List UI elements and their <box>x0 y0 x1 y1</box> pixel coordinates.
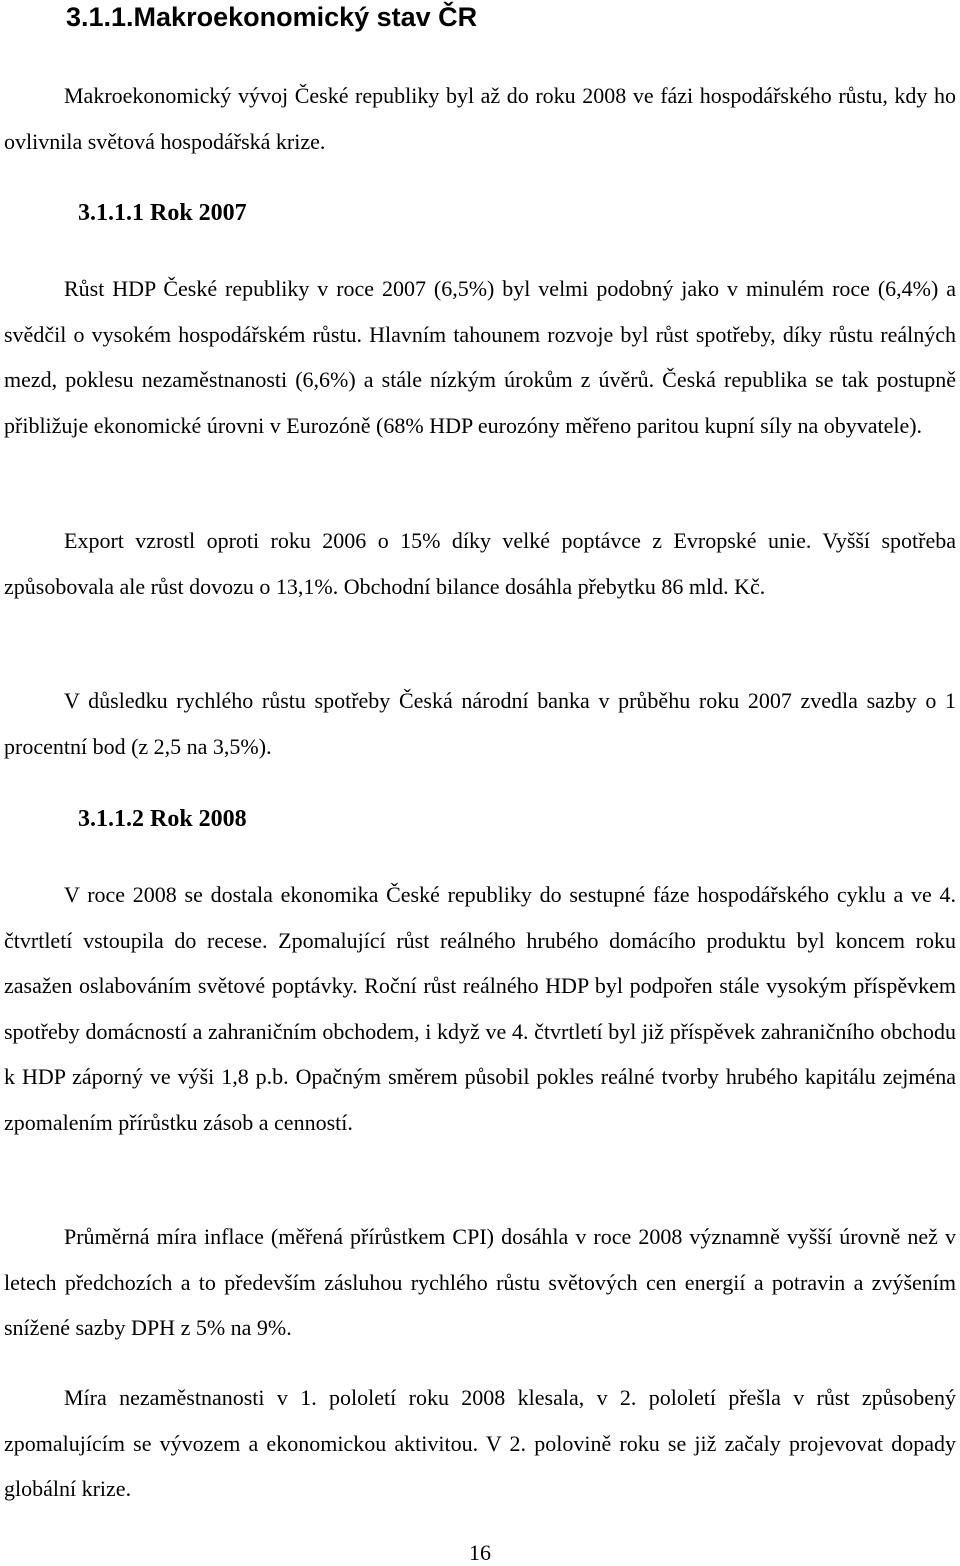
paragraph-2008-unemployment: Míra nezaměstnanosti v 1. pololetí roku 2008 klesala, v 2. pololetí přešla v růst způsobený zpomalujícím se vývozem a ekonomickou aktivitou. V 2. polovině roku se již začaly projevovat dopady globální krize. <box>4 1385 956 1501</box>
paragraph-2008-inflation: Průměrná míra inflace (měřená přírůstkem CPI) dosáhla v roce 2008 významně vyšší úrovně než v letech předchozích a to především zásluhou rychlého růstu světových cen energií a potravin a zvýšením snížené sazby DPH z 5% na 9%. <box>4 1224 956 1340</box>
page-number: 16 <box>469 1540 491 1565</box>
paragraph-2008-recession: V roce 2008 se dostala ekonomika České republiky do sestupné fáze hospodářského cyklu a ve 4. čtvrtletí vstoupila do recese. Zpomalující růst reálného hrubého domácího produktu byl koncem roku zasažen oslabováním světové poptávky. Roční růst reálného HDP byl podpořen stále vysokým příspěvkem spotřeby domácností a zahraničním obchodem, i když ve 4. čtvrtletí byl již příspěvek zahraničního obchodu k HDP záporný ve výši 1,8 p.b. Opačným směrem působil pokles reálné tvorby hrubého kapitálu zejména zpomalením přírůstku zásob a cenností. <box>4 882 956 1135</box>
subsection-heading-2007: 3.1.1.1 Rok 2007 <box>78 200 247 226</box>
paragraph-2007-rates: V důsledku rychlého růstu spotřeby Česká národní banka v průběhu roku 2007 zvedla sazby o 1 procentní bod (z 2,5 na 3,5%). <box>4 688 956 759</box>
intro-paragraph: Makroekonomický vývoj České republiky byl až do roku 2008 ve fázi hospodářského růstu, kdy ho ovlivnila světová hospodářská krize. <box>4 83 956 154</box>
subsection-heading-2008: 3.1.1.2 Rok 2008 <box>78 806 247 832</box>
paragraph-2007-export: Export vzrostl oproti roku 2006 o 15% díky velké poptávce z Evropské unie. Vyšší spotřeba způsobovala ale růst dovozu o 13,1%. Obchodní bilance dosáhla přebytku 86 mld. Kč. <box>4 528 956 599</box>
section-heading: 3.1.1.Makroekonomický stav ČR <box>66 2 478 32</box>
paragraph-2007-growth: Růst HDP České republiky v roce 2007 (6,5%) byl velmi podobný jako v minulém roce (6,4%) a svědčil o vysokém hospodářském růstu. Hlavním tahounem rozvoje byl růst spotřeby, díky růstu reálných mezd, poklesu nezaměstnanosti (6,6%) a stále nízkým úrokům z úvěrů. Česká republika se tak postupně přibližuje ekonomické úrovni v Eurozóně (68% HDP eurozóny měřeno paritou kupní síly na obyvatele). <box>4 276 956 438</box>
